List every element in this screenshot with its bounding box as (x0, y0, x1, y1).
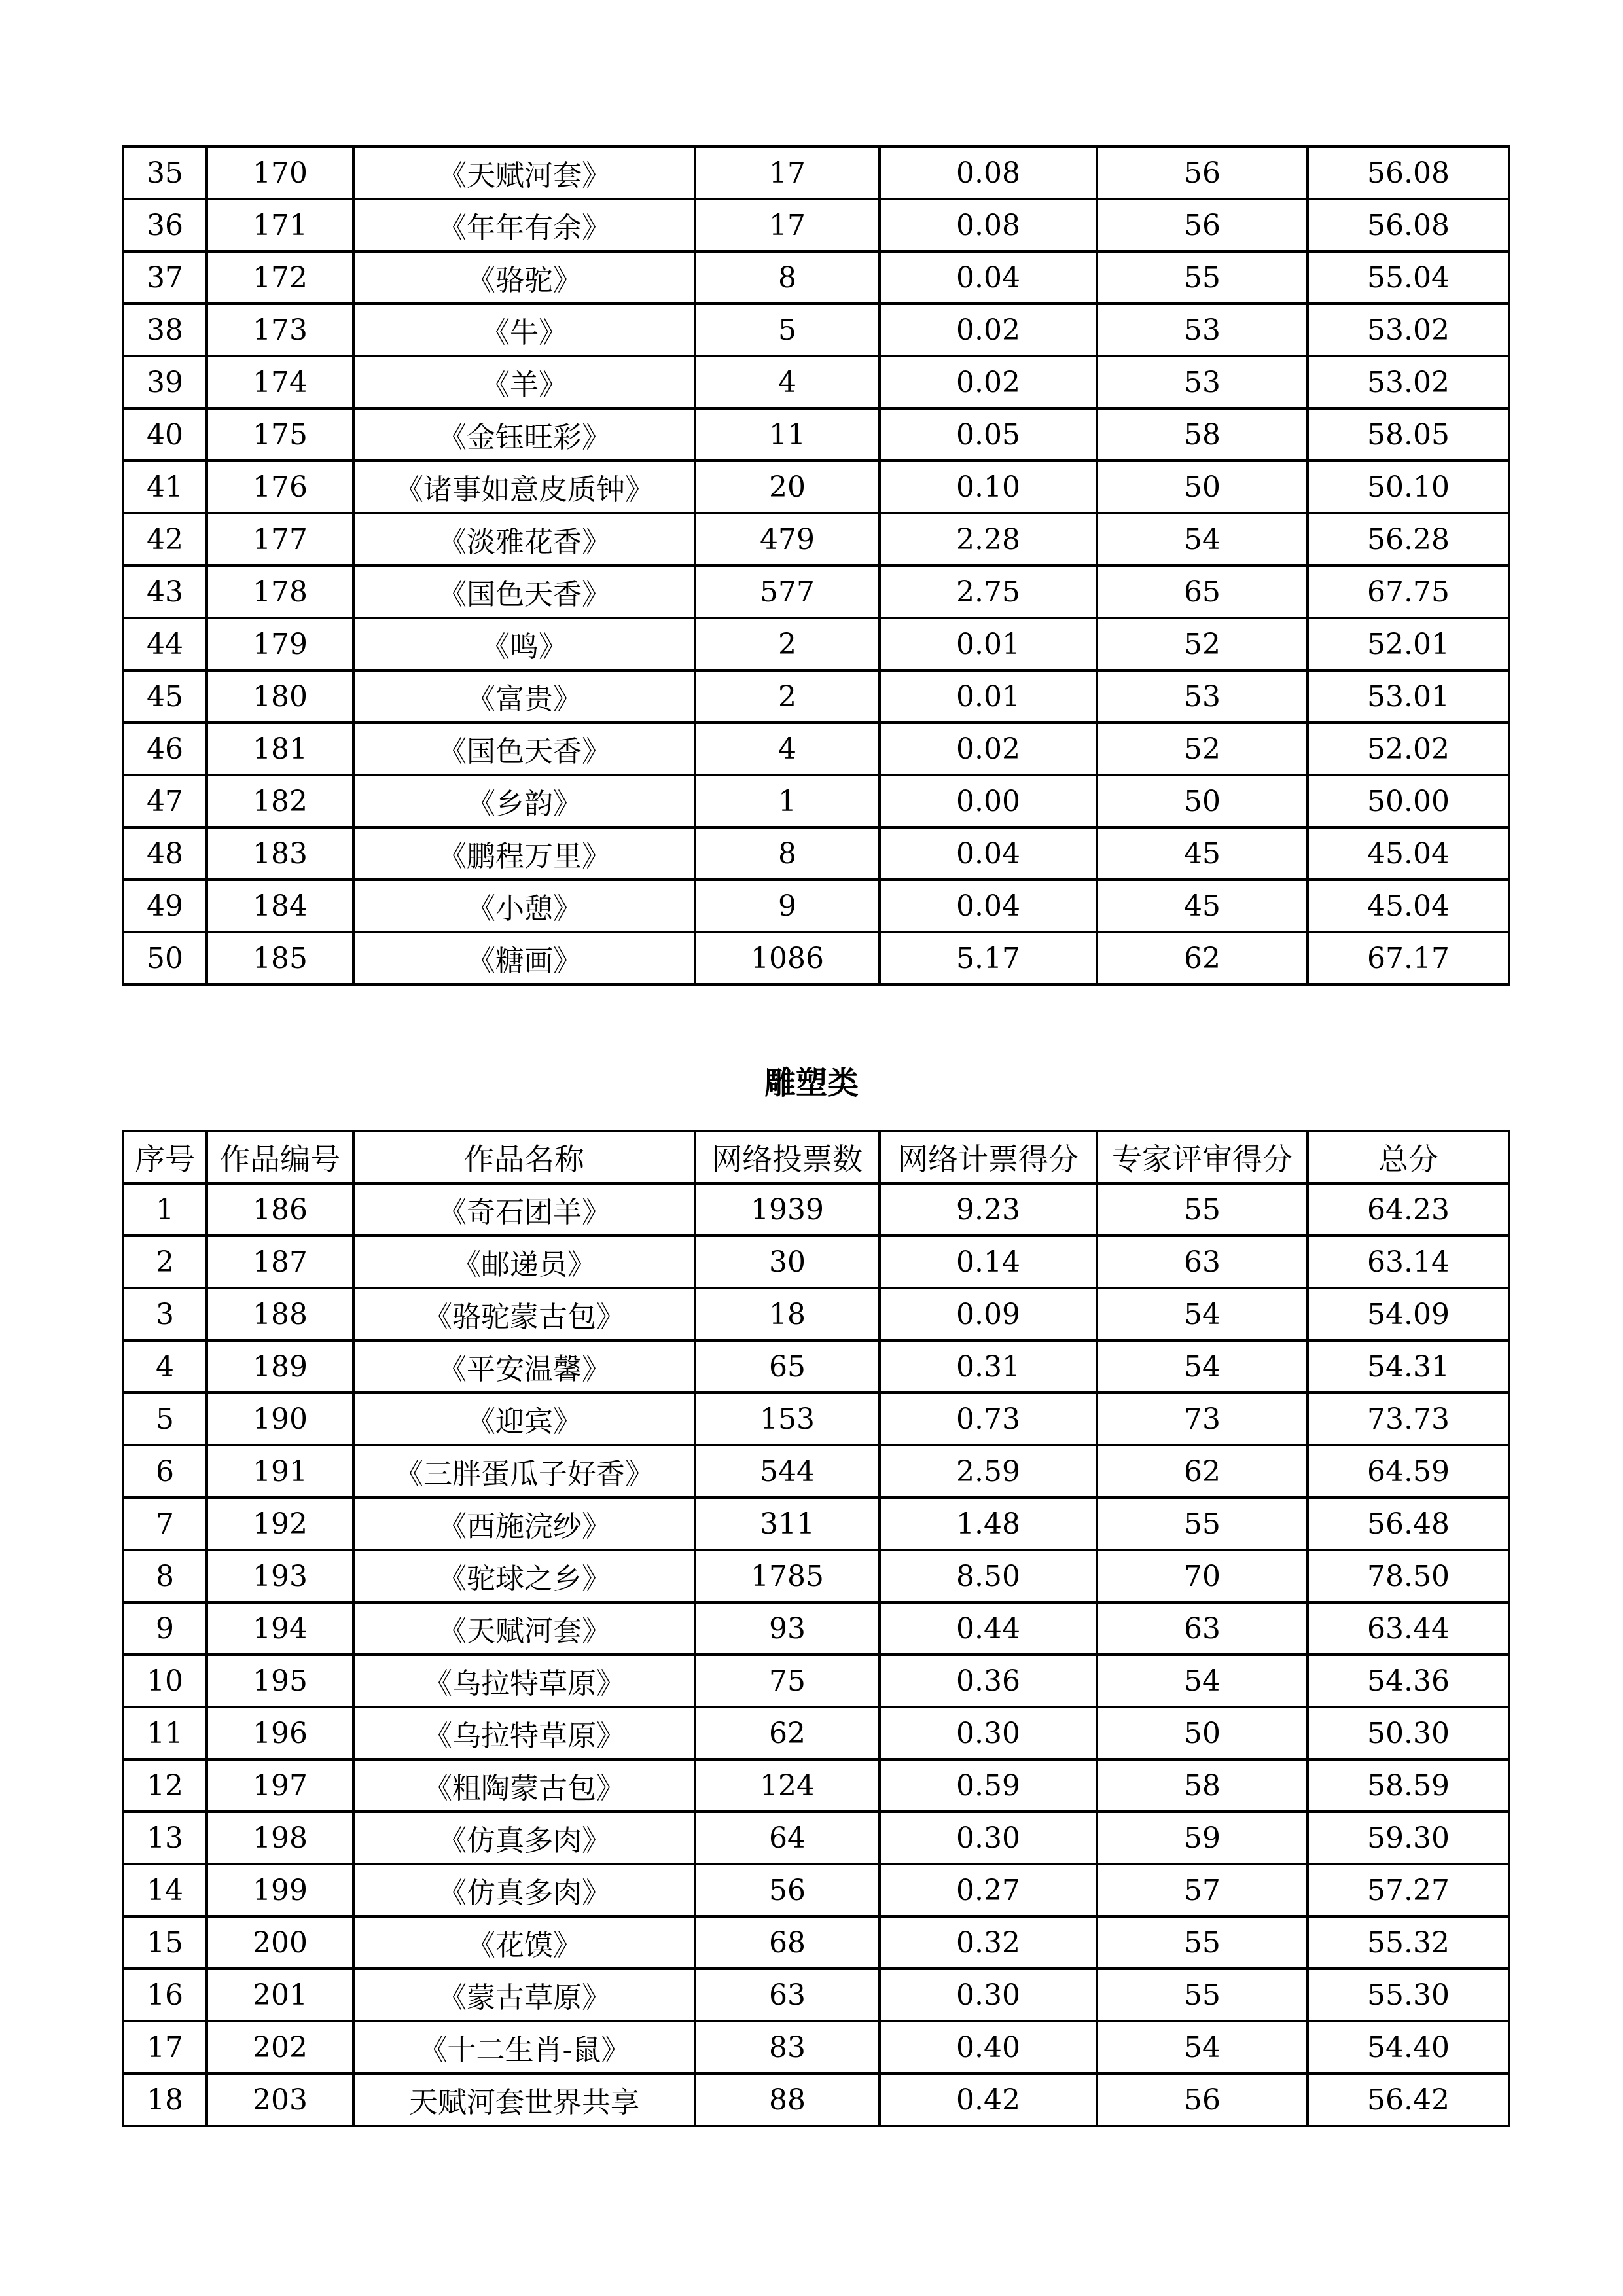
cell-expert-score: 55 (1097, 1969, 1308, 2021)
table-row (123, 1707, 1509, 1759)
cell-work-name: 《仿真多肉》 (353, 1864, 695, 1916)
cell-work-name: 《金钰旺彩》 (353, 408, 695, 461)
cell-expert-score: 54 (1097, 1655, 1308, 1707)
cell-online-votes: 2 (695, 618, 880, 670)
cell-work-id: 197 (207, 1759, 353, 1812)
cell-serial: 2 (123, 1236, 207, 1288)
cell-expert-score: 73 (1097, 1393, 1308, 1445)
cell-serial: 49 (123, 880, 207, 932)
table-row (123, 565, 1509, 618)
cell-total-score: 45.04 (1308, 880, 1509, 932)
cell-total-score: 58.59 (1308, 1759, 1509, 1812)
table-row (123, 1183, 1509, 1236)
cell-online-votes: 311 (695, 1498, 880, 1550)
cell-expert-score: 62 (1097, 932, 1308, 984)
cell-total-score: 55.32 (1308, 1916, 1509, 1969)
cell-online-score: 0.30 (880, 1707, 1097, 1759)
table-row (123, 1969, 1509, 2021)
cell-serial: 45 (123, 670, 207, 723)
cell-total-score: 50.10 (1308, 461, 1509, 513)
cell-work-name: 《国色天香》 (353, 565, 695, 618)
cell-online-votes: 153 (695, 1393, 880, 1445)
cell-serial: 42 (123, 513, 207, 565)
cell-online-score: 0.31 (880, 1340, 1097, 1393)
cell-work-id: 190 (207, 1393, 353, 1445)
cell-expert-score: 50 (1097, 775, 1308, 827)
cell-total-score: 59.30 (1308, 1812, 1509, 1864)
cell-online-score: 0.09 (880, 1288, 1097, 1340)
cell-work-name: 《糖画》 (353, 932, 695, 984)
cell-expert-score: 55 (1097, 1183, 1308, 1236)
cell-total-score: 54.40 (1308, 2021, 1509, 2073)
table-row (123, 880, 1509, 932)
cell-total-score: 54.36 (1308, 1655, 1509, 1707)
cell-total-score: 50.30 (1308, 1707, 1509, 1759)
cell-work-name: 《鸣》 (353, 618, 695, 670)
cell-online-votes: 30 (695, 1236, 880, 1288)
cell-work-name: 《三胖蛋瓜子好香》 (353, 1445, 695, 1498)
cell-work-name: 《富贵》 (353, 670, 695, 723)
cell-expert-score: 50 (1097, 461, 1308, 513)
cell-online-votes: 62 (695, 1707, 880, 1759)
sculpture-table-header (123, 1131, 1509, 1183)
cell-work-name: 《骆驼》 (353, 251, 695, 304)
cell-online-votes: 124 (695, 1759, 880, 1812)
cell-work-id: 181 (207, 723, 353, 775)
cell-work-id: 182 (207, 775, 353, 827)
cell-online-votes: 11 (695, 408, 880, 461)
cell-total-score: 55.04 (1308, 251, 1509, 304)
cell-work-id: 185 (207, 932, 353, 984)
cell-work-name: 《乌拉特草原》 (353, 1707, 695, 1759)
cell-total-score: 73.73 (1308, 1393, 1509, 1445)
cell-serial: 11 (123, 1707, 207, 1759)
cell-total-score: 53.02 (1308, 304, 1509, 356)
cell-online-votes: 56 (695, 1864, 880, 1916)
cell-work-id: 193 (207, 1550, 353, 1602)
cell-work-id: 179 (207, 618, 353, 670)
table-row (123, 356, 1509, 408)
cell-work-id: 191 (207, 1445, 353, 1498)
cell-serial: 17 (123, 2021, 207, 2073)
cell-online-score: 2.59 (880, 1445, 1097, 1498)
table-row (123, 1812, 1509, 1864)
cell-expert-score: 59 (1097, 1812, 1308, 1864)
table-row (123, 461, 1509, 513)
cell-serial: 10 (123, 1655, 207, 1707)
cell-online-score: 8.50 (880, 1550, 1097, 1602)
cell-work-id: 189 (207, 1340, 353, 1393)
cell-total-score: 45.04 (1308, 827, 1509, 880)
header-online-score: 网络计票得分 (880, 1131, 1097, 1183)
cell-total-score: 56.08 (1308, 199, 1509, 251)
cell-online-score: 0.04 (880, 827, 1097, 880)
cell-online-score: 0.05 (880, 408, 1097, 461)
cell-serial: 18 (123, 2073, 207, 2126)
cell-work-name: 《天赋河套》 (353, 1602, 695, 1655)
cell-serial: 35 (123, 147, 207, 199)
cell-serial: 38 (123, 304, 207, 356)
cell-total-score: 67.17 (1308, 932, 1509, 984)
cell-online-votes: 88 (695, 2073, 880, 2126)
cell-work-id: 172 (207, 251, 353, 304)
cell-online-score: 0.02 (880, 723, 1097, 775)
cell-work-name: 《小憩》 (353, 880, 695, 932)
cell-work-id: 180 (207, 670, 353, 723)
table-row (123, 932, 1509, 984)
cell-total-score: 64.23 (1308, 1183, 1509, 1236)
cell-expert-score: 70 (1097, 1550, 1308, 1602)
cell-work-id: 194 (207, 1602, 353, 1655)
cell-work-id: 176 (207, 461, 353, 513)
header-row (123, 1131, 1509, 1183)
cell-expert-score: 54 (1097, 2021, 1308, 2073)
cell-online-score: 0.08 (880, 147, 1097, 199)
table-row (123, 251, 1509, 304)
table-row (123, 670, 1509, 723)
cell-expert-score: 54 (1097, 1288, 1308, 1340)
cell-online-votes: 17 (695, 147, 880, 199)
cell-online-score: 0.44 (880, 1602, 1097, 1655)
cell-work-id: 175 (207, 408, 353, 461)
cell-online-score: 0.01 (880, 670, 1097, 723)
cell-serial: 6 (123, 1445, 207, 1498)
cell-expert-score: 53 (1097, 356, 1308, 408)
sculpture-table-body (123, 1183, 1509, 2126)
cell-expert-score: 50 (1097, 1707, 1308, 1759)
cell-expert-score: 62 (1097, 1445, 1308, 1498)
cell-work-name: 《国色天香》 (353, 723, 695, 775)
cell-work-name: 《迎宾》 (353, 1393, 695, 1445)
cell-work-id: 203 (207, 2073, 353, 2126)
cell-total-score: 54.31 (1308, 1340, 1509, 1393)
cell-expert-score: 52 (1097, 723, 1308, 775)
cell-online-votes: 1086 (695, 932, 880, 984)
cell-serial: 16 (123, 1969, 207, 2021)
cell-total-score: 54.09 (1308, 1288, 1509, 1340)
cell-work-id: 192 (207, 1498, 353, 1550)
table-row (123, 723, 1509, 775)
cell-serial: 5 (123, 1393, 207, 1445)
cell-work-name: 《鹏程万里》 (353, 827, 695, 880)
cell-work-name: 《粗陶蒙古包》 (353, 1759, 695, 1812)
cell-online-score: 0.27 (880, 1864, 1097, 1916)
cell-work-name: 《羊》 (353, 356, 695, 408)
cell-serial: 3 (123, 1288, 207, 1340)
cell-total-score: 56.08 (1308, 147, 1509, 199)
cell-online-score: 0.30 (880, 1969, 1097, 2021)
scores-table-continued-body (123, 147, 1509, 984)
cell-work-name: 《西施浣纱》 (353, 1498, 695, 1550)
cell-work-name: 《十二生肖-鼠》 (353, 2021, 695, 2073)
header-expert-score: 专家评审得分 (1097, 1131, 1308, 1183)
cell-online-score: 0.04 (880, 880, 1097, 932)
cell-total-score: 50.00 (1308, 775, 1509, 827)
cell-serial: 37 (123, 251, 207, 304)
cell-online-score: 2.28 (880, 513, 1097, 565)
cell-work-name: 《花馍》 (353, 1916, 695, 1969)
cell-work-name: 《仿真多肉》 (353, 1812, 695, 1864)
cell-work-id: 195 (207, 1655, 353, 1707)
cell-online-score: 0.73 (880, 1393, 1097, 1445)
cell-online-votes: 577 (695, 565, 880, 618)
cell-work-id: 177 (207, 513, 353, 565)
cell-serial: 39 (123, 356, 207, 408)
scores-table-continued (122, 145, 1510, 986)
cell-work-id: 187 (207, 1236, 353, 1288)
cell-online-votes: 5 (695, 304, 880, 356)
cell-work-id: 183 (207, 827, 353, 880)
table-row (123, 1602, 1509, 1655)
cell-online-votes: 4 (695, 356, 880, 408)
cell-expert-score: 45 (1097, 827, 1308, 880)
cell-online-votes: 20 (695, 461, 880, 513)
cell-total-score: 63.44 (1308, 1602, 1509, 1655)
cell-online-score: 1.48 (880, 1498, 1097, 1550)
cell-total-score: 64.59 (1308, 1445, 1509, 1498)
table-row (123, 775, 1509, 827)
cell-online-score: 0.02 (880, 304, 1097, 356)
cell-online-votes: 93 (695, 1602, 880, 1655)
cell-work-name: 《天赋河套》 (353, 147, 695, 199)
table-row (123, 304, 1509, 356)
cell-expert-score: 58 (1097, 1759, 1308, 1812)
cell-total-score: 78.50 (1308, 1550, 1509, 1602)
cell-online-score: 0.08 (880, 199, 1097, 251)
table-row (123, 1864, 1509, 1916)
cell-online-votes: 1939 (695, 1183, 880, 1236)
cell-online-votes: 17 (695, 199, 880, 251)
cell-online-score: 0.14 (880, 1236, 1097, 1288)
cell-online-score: 0.42 (880, 2073, 1097, 2126)
table-row (123, 2073, 1509, 2126)
cell-expert-score: 65 (1097, 565, 1308, 618)
cell-serial: 47 (123, 775, 207, 827)
header-work-id: 作品编号 (207, 1131, 353, 1183)
table-row (123, 1550, 1509, 1602)
cell-work-name: 《奇石团羊》 (353, 1183, 695, 1236)
cell-serial: 9 (123, 1602, 207, 1655)
cell-serial: 50 (123, 932, 207, 984)
cell-serial: 7 (123, 1498, 207, 1550)
section-title-sculpture: 雕塑类 (764, 1065, 859, 1102)
table-row (123, 199, 1509, 251)
cell-total-score: 53.01 (1308, 670, 1509, 723)
cell-online-score: 2.75 (880, 565, 1097, 618)
cell-expert-score: 55 (1097, 251, 1308, 304)
cell-work-id: 196 (207, 1707, 353, 1759)
header-online-votes: 网络投票数 (695, 1131, 880, 1183)
cell-online-score: 9.23 (880, 1183, 1097, 1236)
cell-work-name: 《蒙古草原》 (353, 1969, 695, 2021)
cell-work-id: 188 (207, 1288, 353, 1340)
cell-online-score: 0.30 (880, 1812, 1097, 1864)
cell-expert-score: 53 (1097, 670, 1308, 723)
table-row (123, 1393, 1509, 1445)
cell-online-votes: 8 (695, 827, 880, 880)
cell-serial: 36 (123, 199, 207, 251)
cell-online-votes: 18 (695, 1288, 880, 1340)
cell-total-score: 56.48 (1308, 1498, 1509, 1550)
cell-online-votes: 1 (695, 775, 880, 827)
cell-work-id: 202 (207, 2021, 353, 2073)
cell-online-votes: 544 (695, 1445, 880, 1498)
cell-total-score: 56.28 (1308, 513, 1509, 565)
cell-work-name: 天赋河套世界共享 (353, 2073, 695, 2126)
cell-work-name: 《骆驼蒙古包》 (353, 1288, 695, 1340)
cell-serial: 14 (123, 1864, 207, 1916)
table-row (123, 1916, 1509, 1969)
cell-online-votes: 68 (695, 1916, 880, 1969)
cell-work-id: 171 (207, 199, 353, 251)
cell-expert-score: 55 (1097, 1916, 1308, 1969)
cell-work-id: 198 (207, 1812, 353, 1864)
cell-work-name: 《诸事如意皮质钟》 (353, 461, 695, 513)
cell-work-id: 173 (207, 304, 353, 356)
cell-expert-score: 58 (1097, 408, 1308, 461)
cell-serial: 1 (123, 1183, 207, 1236)
cell-expert-score: 45 (1097, 880, 1308, 932)
cell-expert-score: 53 (1097, 304, 1308, 356)
cell-online-score: 0.40 (880, 2021, 1097, 2073)
cell-online-score: 0.10 (880, 461, 1097, 513)
cell-expert-score: 54 (1097, 1340, 1308, 1393)
cell-expert-score: 57 (1097, 1864, 1308, 1916)
cell-online-votes: 4 (695, 723, 880, 775)
cell-serial: 40 (123, 408, 207, 461)
cell-serial: 4 (123, 1340, 207, 1393)
cell-serial: 13 (123, 1812, 207, 1864)
cell-online-votes: 479 (695, 513, 880, 565)
cell-online-votes: 75 (695, 1655, 880, 1707)
table-row (123, 1236, 1509, 1288)
table-row (123, 618, 1509, 670)
cell-total-score: 56.42 (1308, 2073, 1509, 2126)
table-row (123, 1759, 1509, 1812)
cell-work-id: 200 (207, 1916, 353, 1969)
cell-work-name: 《邮递员》 (353, 1236, 695, 1288)
cell-total-score: 58.05 (1308, 408, 1509, 461)
cell-work-name: 《淡雅花香》 (353, 513, 695, 565)
table-row (123, 827, 1509, 880)
cell-total-score: 53.02 (1308, 356, 1509, 408)
cell-work-name: 《驼球之乡》 (353, 1550, 695, 1602)
cell-serial: 15 (123, 1916, 207, 1969)
cell-expert-score: 55 (1097, 1498, 1308, 1550)
cell-online-votes: 65 (695, 1340, 880, 1393)
cell-online-score: 0.32 (880, 1916, 1097, 1969)
cell-online-score: 0.36 (880, 1655, 1097, 1707)
cell-work-id: 174 (207, 356, 353, 408)
cell-total-score: 67.75 (1308, 565, 1509, 618)
table-row (123, 513, 1509, 565)
cell-expert-score: 56 (1097, 147, 1308, 199)
cell-expert-score: 52 (1097, 618, 1308, 670)
cell-work-id: 201 (207, 1969, 353, 2021)
cell-expert-score: 63 (1097, 1602, 1308, 1655)
cell-expert-score: 56 (1097, 199, 1308, 251)
cell-work-id: 184 (207, 880, 353, 932)
cell-serial: 44 (123, 618, 207, 670)
cell-online-votes: 9 (695, 880, 880, 932)
cell-online-score: 0.04 (880, 251, 1097, 304)
cell-work-name: 《牛》 (353, 304, 695, 356)
table-row (123, 1288, 1509, 1340)
header-serial: 序号 (123, 1131, 207, 1183)
cell-work-name: 《年年有余》 (353, 199, 695, 251)
cell-total-score: 63.14 (1308, 1236, 1509, 1288)
sculpture-scores-table (122, 1130, 1510, 2127)
header-total-score: 总分 (1308, 1131, 1509, 1183)
cell-online-score: 5.17 (880, 932, 1097, 984)
cell-work-name: 《乡韵》 (353, 775, 695, 827)
cell-total-score: 52.02 (1308, 723, 1509, 775)
header-work-name: 作品名称 (353, 1131, 695, 1183)
cell-serial: 41 (123, 461, 207, 513)
cell-work-name: 《乌拉特草原》 (353, 1655, 695, 1707)
cell-expert-score: 56 (1097, 2073, 1308, 2126)
cell-total-score: 55.30 (1308, 1969, 1509, 2021)
cell-serial: 12 (123, 1759, 207, 1812)
cell-total-score: 57.27 (1308, 1864, 1509, 1916)
cell-work-id: 178 (207, 565, 353, 618)
cell-online-score: 0.59 (880, 1759, 1097, 1812)
cell-expert-score: 54 (1097, 513, 1308, 565)
cell-serial: 48 (123, 827, 207, 880)
cell-online-score: 0.00 (880, 775, 1097, 827)
cell-online-score: 0.02 (880, 356, 1097, 408)
cell-online-votes: 83 (695, 2021, 880, 2073)
table-row (123, 147, 1509, 199)
cell-work-id: 199 (207, 1864, 353, 1916)
cell-online-votes: 8 (695, 251, 880, 304)
cell-serial: 43 (123, 565, 207, 618)
table-row (123, 1655, 1509, 1707)
table-row (123, 1340, 1509, 1393)
cell-online-votes: 1785 (695, 1550, 880, 1602)
cell-online-votes: 2 (695, 670, 880, 723)
cell-expert-score: 63 (1097, 1236, 1308, 1288)
table-row (123, 1445, 1509, 1498)
cell-online-score: 0.01 (880, 618, 1097, 670)
table-row (123, 2021, 1509, 2073)
cell-work-id: 170 (207, 147, 353, 199)
table-row (123, 1498, 1509, 1550)
cell-work-id: 186 (207, 1183, 353, 1236)
cell-online-votes: 64 (695, 1812, 880, 1864)
cell-total-score: 52.01 (1308, 618, 1509, 670)
cell-online-votes: 63 (695, 1969, 880, 2021)
cell-serial: 8 (123, 1550, 207, 1602)
table-row (123, 408, 1509, 461)
cell-serial: 46 (123, 723, 207, 775)
cell-work-name: 《平安温馨》 (353, 1340, 695, 1393)
